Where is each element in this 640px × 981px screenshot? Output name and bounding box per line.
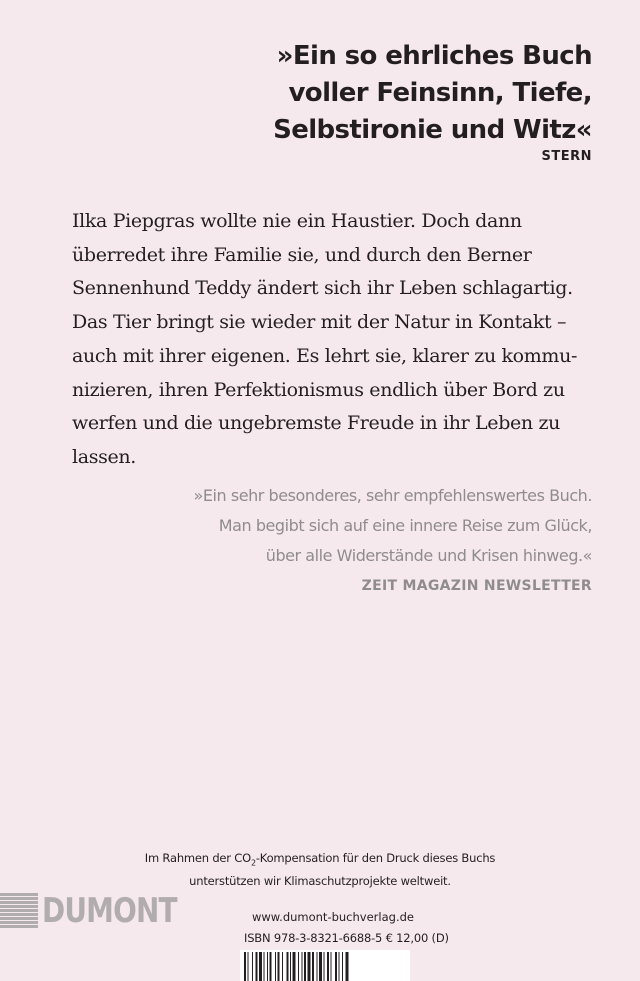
review-quote-line: »Ein sehr besonderes, sehr empfehlenswertes Buch. — [193, 486, 592, 505]
top-quote-line: voller Feinsinn, Tiefe, — [288, 78, 592, 108]
barcode-bar — [256, 952, 258, 981]
publisher-logo — [0, 893, 206, 929]
barcode-bar — [298, 952, 299, 981]
barcode-bar — [270, 952, 272, 981]
barcode-bar — [317, 952, 318, 981]
barcode-bar — [327, 952, 329, 981]
barcode-bar — [304, 952, 306, 981]
book-blurb — [72, 205, 592, 475]
barcode-bar — [259, 952, 262, 981]
review-quote-source: ZEIT MAGAZIN NEWSLETTER — [361, 578, 592, 594]
barcode-bar — [293, 952, 296, 981]
blurb-line: werfen und die ungebremste Freude in ihr Leben zu — [72, 412, 561, 435]
barcode — [240, 950, 410, 981]
barcode-bar — [287, 952, 289, 981]
barcode-bar — [308, 952, 311, 981]
barcode-bar — [342, 952, 343, 981]
barcode-bar — [312, 952, 314, 981]
blurb-line: Das Tier bringt sie wieder mit der Natur in Kontakt – — [72, 311, 567, 334]
barcode-bar — [244, 952, 246, 981]
co2-notice-line1: Im Rahmen der $CO_2$-Kompensation für den Druck dieses Buchs — [144, 851, 496, 868]
review-quote — [194, 481, 593, 601]
barcode-bar — [319, 952, 322, 981]
publisher-website: www.dumont-buchverlag.de — [252, 910, 414, 924]
isbn-price-line: ISBN 978-3-8321-6688-5 € 12,00 (D) — [244, 931, 449, 945]
blurb-line: überredet ihre Familie sie, und durch den Berner — [72, 243, 532, 266]
barcode-bar — [267, 952, 268, 981]
logo-stripe-bar — [0, 893, 38, 929]
barcode-bar — [302, 952, 303, 981]
co2-notice — [0, 849, 640, 891]
blurb-line: Ilka Piepgras wollte nie ein Haustier. Doch dann — [72, 210, 522, 232]
barcode-graphic — [240, 950, 410, 981]
logo-wordmark: DUMONT — [42, 891, 177, 931]
blurb-line: lassen. — [72, 445, 136, 468]
barcode-bar — [339, 952, 340, 981]
barcode-bar — [346, 952, 349, 981]
barcode-bar — [324, 952, 325, 981]
review-quote-line: über alle Widerstände und Krisen hinweg.« — [265, 546, 592, 565]
barcode-bar — [278, 952, 280, 981]
review-quote-line: Man begibt sich auf eine innere Reise zum Glück, — [218, 516, 592, 535]
barcode-bar — [264, 952, 265, 981]
barcode-bar — [282, 952, 283, 981]
top-quote — [273, 38, 592, 164]
barcode-bar — [335, 952, 337, 981]
barcode-bar — [290, 952, 291, 981]
co2-notice-line2: unterstützen wir Klimaschutzprojekte weltweit. — [189, 874, 451, 889]
blurb-line: auch mit ihrer eigenen. Es lehrt sie, klarer zu kommu- — [72, 344, 578, 367]
barcode-bar — [331, 952, 332, 981]
blurb-line: nizieren, ihren Perfektionismus endlich über Bord zu — [72, 378, 565, 401]
barcode-bar — [248, 952, 249, 981]
top-quote-source: STERN — [541, 149, 592, 164]
top-quote-line: »Ein so ehrliches Buch — [276, 41, 592, 71]
barcode-bar — [275, 952, 276, 981]
blurb-line: Sennenhund Teddy ändert sich ihr Leben schlagartig. — [72, 277, 573, 300]
barcode-bar — [252, 952, 253, 981]
top-quote-line: Selbstironie und Witz« — [273, 115, 592, 145]
